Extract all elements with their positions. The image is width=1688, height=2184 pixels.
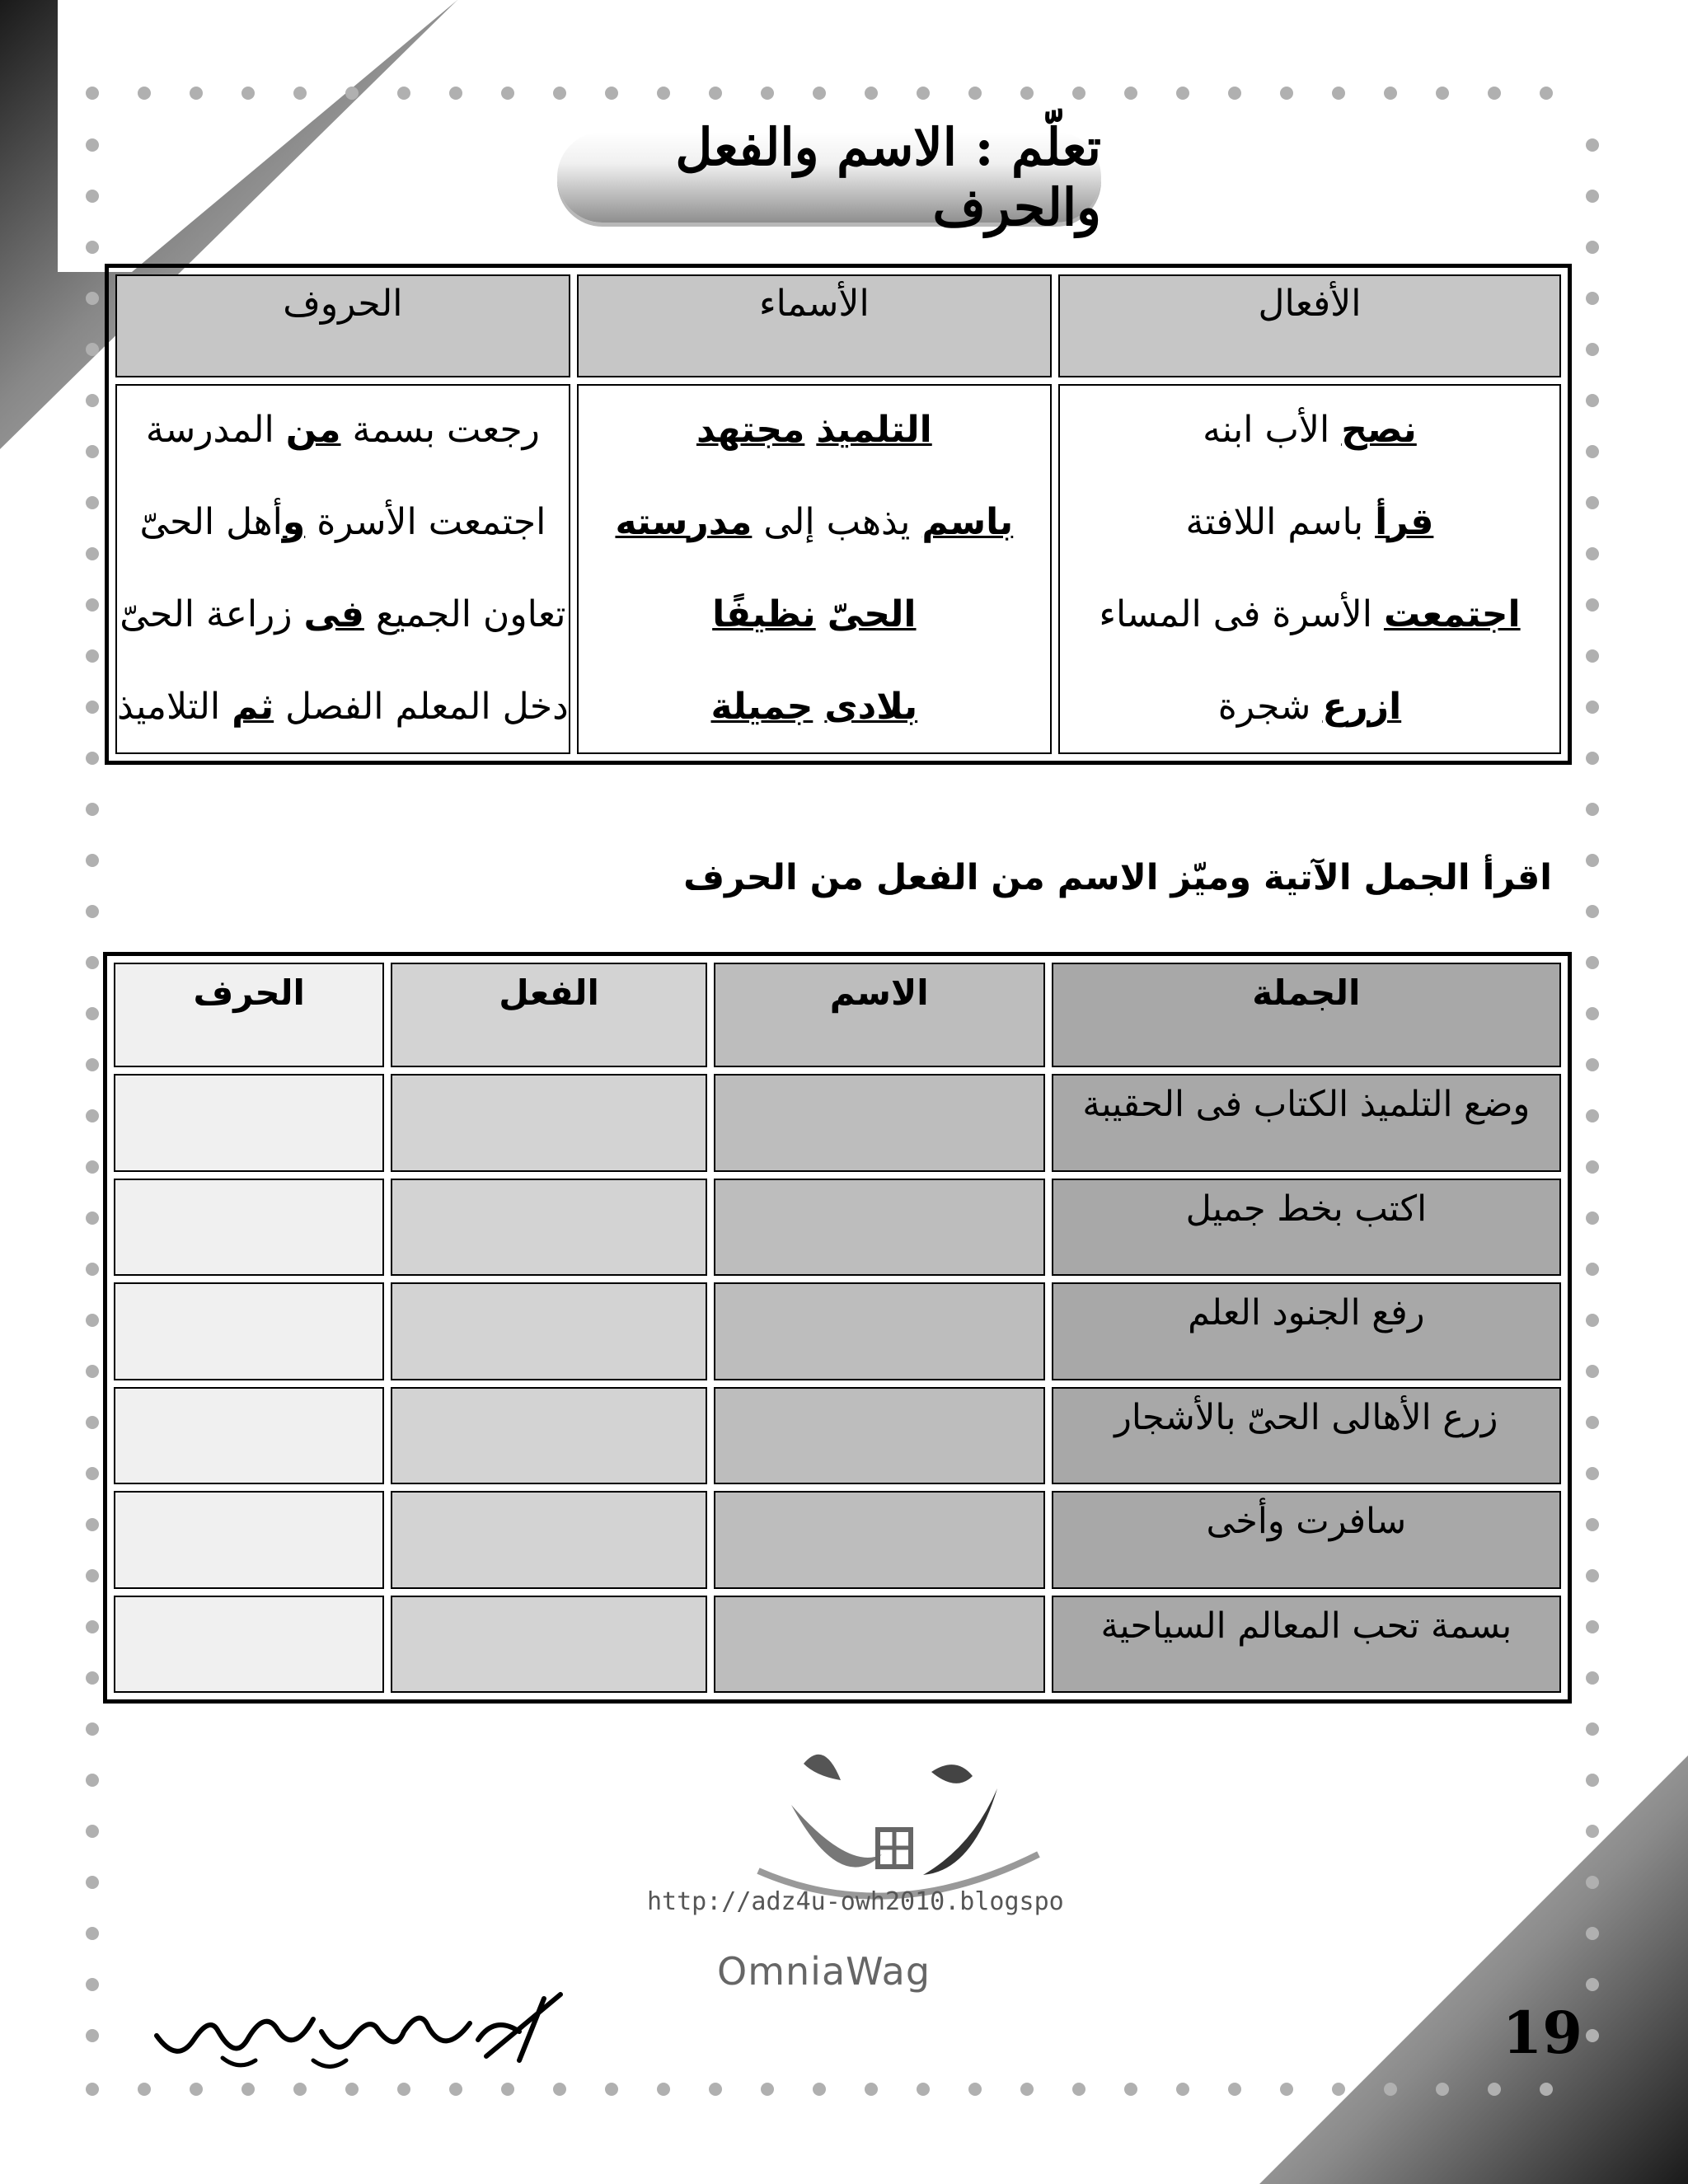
frame-dot: [1586, 598, 1599, 612]
frame-dot: [1586, 1212, 1599, 1225]
frame-dot: [86, 445, 99, 458]
frame-dot: [1586, 496, 1599, 509]
frame-dot: [1586, 343, 1599, 356]
frame-dot: [1586, 1518, 1599, 1531]
frame-dot: [86, 1058, 99, 1071]
verb-example: اجتمعت الأسرة فى المساء: [1099, 593, 1521, 635]
frame-dot: [1586, 854, 1599, 867]
header-verb: الفعل: [391, 963, 706, 1067]
frame-dot: [1586, 649, 1599, 663]
frame-dot: [1586, 138, 1599, 152]
frame-dot: [86, 598, 99, 612]
frame-dot: [1586, 1160, 1599, 1174]
frame-dot: [709, 2083, 722, 2096]
title-banner: [557, 117, 1101, 237]
exercise-table: [103, 952, 1572, 1704]
header-letters: الحروف: [115, 274, 570, 377]
frame-dot: [86, 803, 99, 816]
frame-dot: [1586, 1467, 1599, 1480]
frame-dot: [86, 1774, 99, 1787]
verbs-cell: [1058, 384, 1561, 754]
frame-dot: [86, 1314, 99, 1327]
frame-dot: [86, 1518, 99, 1531]
frame-dot: [1586, 190, 1599, 203]
frame-dot: [1586, 445, 1599, 458]
letter-answer-cell[interactable]: [114, 1596, 384, 1694]
verb-answer-cell[interactable]: [391, 1282, 706, 1380]
frame-dot: [501, 2083, 514, 2096]
frame-dot: [86, 1109, 99, 1122]
frame-dot: [86, 343, 99, 356]
noun-example: بلادى جميلة: [710, 686, 918, 728]
frame-dot: [1488, 87, 1501, 100]
header-verbs: الأفعال: [1058, 274, 1561, 377]
frame-dot: [86, 1876, 99, 1889]
frame-dot: [968, 2083, 982, 2096]
frame-dot: [86, 190, 99, 203]
noun-answer-cell[interactable]: [714, 1596, 1045, 1694]
noun-answer-cell[interactable]: [714, 1387, 1045, 1485]
frame-dot: [397, 2083, 410, 2096]
frame-dot: [86, 1365, 99, 1378]
frame-dot: [1020, 87, 1034, 100]
verb-example: ازرع شجرة: [1217, 686, 1402, 728]
frame-dot: [1586, 1978, 1599, 1991]
frame-dot: [86, 1927, 99, 1940]
letter-answer-cell[interactable]: [114, 1387, 384, 1485]
frame-dot: [241, 2083, 255, 2096]
frame-dot: [1586, 803, 1599, 816]
frame-dot: [1586, 1774, 1599, 1787]
frame-dot: [553, 87, 566, 100]
frame-dot: [86, 854, 99, 867]
frame-dot: [1586, 701, 1599, 714]
frame-dot: [761, 87, 774, 100]
sentence-cell: زرع الأهالى الحىّ بالأشجار: [1052, 1387, 1561, 1485]
header-sentence: الجملة: [1052, 963, 1561, 1067]
frame-dot: [1586, 1416, 1599, 1429]
frame-dot: [241, 87, 255, 100]
verb-answer-cell[interactable]: [391, 1074, 706, 1172]
verb-example: نصح الأب ابنه: [1203, 409, 1417, 451]
frame-dot: [1586, 1620, 1599, 1633]
frame-dot: [1586, 1109, 1599, 1122]
sentence-cell: بسمة تحب المعالم السياحية: [1052, 1596, 1561, 1694]
frame-dot: [138, 2083, 151, 2096]
frame-dot: [449, 87, 462, 100]
verb-answer-cell[interactable]: [391, 1596, 706, 1694]
frame-dot: [86, 1007, 99, 1020]
frame-dot: [86, 701, 99, 714]
letter-example: تعاون الجميع فى زراعة الحىّ: [120, 593, 566, 635]
frame-dot: [657, 2083, 670, 2096]
frame-dot: [1020, 2083, 1034, 2096]
frame-dot: [1488, 2083, 1501, 2096]
noun-answer-cell[interactable]: [714, 1282, 1045, 1380]
frame-dot: [1586, 1876, 1599, 1889]
frame-dot: [761, 2083, 774, 2096]
frame-dot: [1540, 87, 1553, 100]
letter-example: رجعت بسمة من المدرسة: [145, 409, 540, 451]
frame-dot: [293, 87, 307, 100]
frame-dot: [86, 496, 99, 509]
frame-dot: [1436, 87, 1449, 100]
frame-dot: [709, 87, 722, 100]
header-noun: الاسم: [714, 963, 1045, 1067]
noun-answer-cell[interactable]: [714, 1074, 1045, 1172]
letter-example: دخل المعلم الفصل ثم التلاميذ: [117, 686, 569, 728]
sentence-cell: اكتب بخط جميل: [1052, 1179, 1561, 1277]
table-row: [114, 1074, 1561, 1172]
frame-dot: [605, 87, 618, 100]
frame-dot: [813, 87, 826, 100]
frame-dot: [1436, 2083, 1449, 2096]
frame-dot: [605, 2083, 618, 2096]
frame-dot: [917, 87, 930, 100]
header-nouns: الأسماء: [577, 274, 1052, 377]
table-row: [114, 1282, 1561, 1380]
frame-dot: [1586, 1569, 1599, 1582]
page-title: تعلّم : الاسم والفعل والحرف: [675, 117, 1101, 237]
frame-dot: [86, 1569, 99, 1582]
letter-answer-cell[interactable]: [114, 1491, 384, 1589]
frame-dot: [86, 752, 99, 765]
frame-dot: [449, 2083, 462, 2096]
page-number: 19: [1502, 1999, 1582, 2067]
frame-dot: [86, 138, 99, 152]
frame-dot: [86, 956, 99, 969]
frame-dot: [86, 1212, 99, 1225]
frame-dot: [86, 1160, 99, 1174]
frame-dot: [1586, 752, 1599, 765]
frame-dot: [86, 394, 99, 407]
letters-cell: [115, 384, 570, 754]
examples-table: [105, 264, 1572, 765]
table-row: [114, 1179, 1561, 1277]
frame-dot: [86, 1620, 99, 1633]
letter-example: اجتمعت الأسرة وأهل الحىّ: [139, 501, 546, 543]
noun-answer-cell[interactable]: [714, 1491, 1045, 1589]
frame-dot: [968, 87, 982, 100]
frame-dot: [1586, 1263, 1599, 1276]
frame-dot: [657, 87, 670, 100]
frame-dot: [293, 2083, 307, 2096]
frame-dot: [1384, 87, 1397, 100]
frame-dot: [345, 87, 359, 100]
frame-dot: [1586, 1007, 1599, 1020]
frame-dot: [86, 1978, 99, 1991]
frame-dot: [1384, 2083, 1397, 2096]
frame-dot: [86, 1467, 99, 1480]
table-row: [114, 1596, 1561, 1694]
letter-answer-cell[interactable]: [114, 1074, 384, 1172]
frame-dot: [1228, 87, 1241, 100]
frame-dot: [1540, 2083, 1553, 2096]
frame-dot: [86, 1416, 99, 1429]
frame-dot: [86, 1671, 99, 1685]
frame-dot: [865, 87, 878, 100]
frame-dot: [1586, 1722, 1599, 1736]
table-row: [114, 1491, 1561, 1589]
frame-dot: [1586, 292, 1599, 305]
frame-dot: [553, 2083, 566, 2096]
frame-dot: [1176, 87, 1189, 100]
frame-dot: [86, 905, 99, 918]
frame-dot: [138, 87, 151, 100]
noun-example: الحىّ نظيفًا: [712, 593, 917, 635]
frame-dot: [1228, 2083, 1241, 2096]
frame-dot: [1586, 956, 1599, 969]
frame-dot: [1586, 2029, 1599, 2042]
frame-dot: [86, 241, 99, 254]
frame-dot: [1586, 1365, 1599, 1378]
frame-dot: [1332, 2083, 1345, 2096]
header-letter: الحرف: [114, 963, 384, 1067]
frame-dot: [1586, 905, 1599, 918]
frame-dot: [86, 1825, 99, 1838]
frame-dot: [1072, 2083, 1085, 2096]
sentence-cell: سافرت وأخى: [1052, 1491, 1561, 1589]
noun-answer-cell[interactable]: [714, 1179, 1045, 1277]
logo-name: OmniaWag: [717, 1949, 931, 1994]
frame-dot: [1280, 2083, 1293, 2096]
frame-dot: [1586, 1825, 1599, 1838]
nouns-cell: [577, 384, 1052, 754]
frame-dot: [190, 87, 203, 100]
frame-dot: [190, 2083, 203, 2096]
frame-dot: [397, 87, 410, 100]
frame-dot: [86, 292, 99, 305]
table-row: [114, 1387, 1561, 1485]
sentence-cell: وضع التلميذ الكتاب فى الحقيبة: [1052, 1074, 1561, 1172]
frame-dot: [86, 547, 99, 560]
logo-url: http://adz4u-owh2010.blogspo: [647, 1887, 1064, 1916]
frame-dot: [86, 649, 99, 663]
noun-example: باسم يذهب إلى مدرسته: [615, 501, 1014, 543]
frame-dot: [813, 2083, 826, 2096]
frame-dot: [345, 2083, 359, 2096]
exercise-instruction: اقرأ الجمل الآتية وميّز الاسم من الفعل من الحرف: [683, 857, 1552, 898]
frame-dot: [1586, 241, 1599, 254]
frame-dot: [86, 1263, 99, 1276]
frame-dot: [1124, 2083, 1137, 2096]
frame-dot: [1586, 547, 1599, 560]
sentence-cell: رفع الجنود العلم: [1052, 1282, 1561, 1380]
noun-example: التلميذ مجتهد: [696, 409, 932, 451]
verb-answer-cell[interactable]: [391, 1491, 706, 1589]
frame-dot: [917, 2083, 930, 2096]
frame-dot: [1124, 87, 1137, 100]
frame-dot: [1072, 87, 1085, 100]
frame-dot: [86, 2029, 99, 2042]
frame-dot: [501, 87, 514, 100]
frame-dot: [86, 1722, 99, 1736]
frame-dot: [1176, 2083, 1189, 2096]
verb-example: قرأ باسم اللافتة: [1185, 501, 1434, 543]
letter-answer-cell[interactable]: [114, 1282, 384, 1380]
author-signature: [132, 1982, 593, 2073]
frame-dot: [1586, 394, 1599, 407]
frame-dot: [1586, 1314, 1599, 1327]
frame-dot: [1586, 1058, 1599, 1071]
frame-dot: [86, 2083, 99, 2096]
frame-dot: [1586, 1671, 1599, 1685]
frame-dot: [86, 87, 99, 100]
frame-dot: [865, 2083, 878, 2096]
verb-answer-cell[interactable]: [391, 1387, 706, 1485]
letter-answer-cell[interactable]: [114, 1179, 384, 1277]
frame-dot: [1332, 87, 1345, 100]
verb-answer-cell[interactable]: [391, 1179, 706, 1277]
frame-dot: [1586, 1927, 1599, 1940]
frame-dot: [1280, 87, 1293, 100]
